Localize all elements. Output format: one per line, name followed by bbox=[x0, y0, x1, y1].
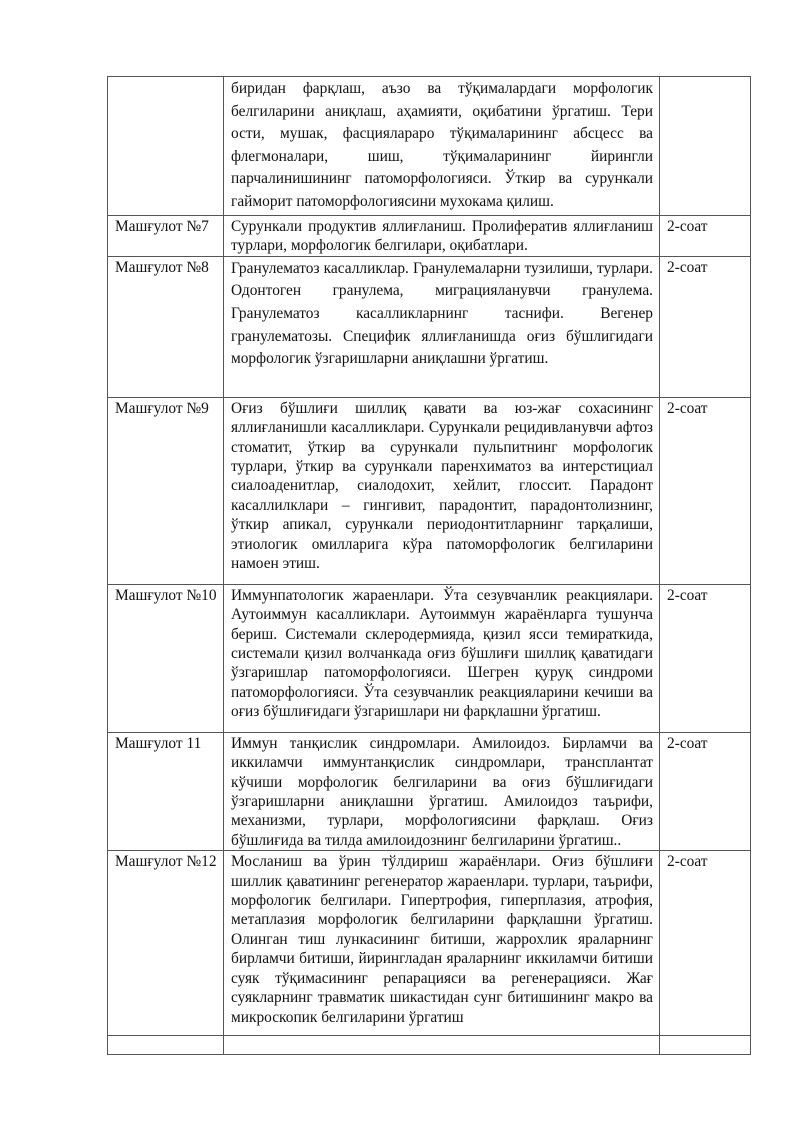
table-row bbox=[108, 216, 751, 257]
content-cell: Гранулематоз касалликлар. Гранулемаларни тузилиши, турлари. Одонтоген гранулема, миграцияланувчи гранулема. Гранулематоз касалликларнинг таснифи. Вегенер гранулематозы. Специфик яллиғланишда оғиз бўшлигидаги морфологик ўзгаришларни аниқлашни ўргатиш. bbox=[224, 256, 660, 397]
session-cell: Машғулот 11 bbox=[108, 732, 224, 850]
duration-cell: 2-соат bbox=[660, 216, 751, 257]
session-cell: Машғулот №7 bbox=[108, 216, 224, 257]
duration-cell: 2-соат bbox=[660, 584, 751, 732]
session-cell bbox=[108, 1036, 224, 1055]
table-row bbox=[108, 1036, 751, 1055]
table-row bbox=[108, 584, 751, 732]
session-cell: Машғулот №12 bbox=[108, 851, 224, 1036]
duration-cell bbox=[660, 1036, 751, 1055]
table-row bbox=[108, 397, 751, 584]
duration-cell: 2-соат bbox=[660, 397, 751, 584]
content-cell: Мосланиш ва ўрин тўлдириш жараёнлари. Оғиз бўшлиғи шиллик қаватининг регенератор жараенлари. турлари, таърифи, морфологик белгилари. Гипертрофия, гиперплазия, атрофия, метаплазия морфологик белгиларини фарқлашни ўргатиш. Олинган тиш лункасининг битиши, жаррохлик яраларнинг бирламчи битиши, йирингладан яраларнинг иккиламчи битиши суяк тўқимасининг репарацияси ва регенерацияси. Жағ суякларнинг травматик шикастидан сунг битишининг макро ва микроскопик белгиларини ўргатиш bbox=[224, 851, 660, 1036]
content-cell: Иммунпатологик жараенлари. Ўта сезувчанлик реакциялари. Аутоиммун касалликлари. Аутоиммун жараёнларга тушунча бериш. Системали склеродермияда, қизил ясси темираткида, системали қизил волчанкада оғиз бўшлиғи шиллиқ қаватидаги ўзгаришлар патоморфологияси. Шегрен қуруқ синдроми патоморфологияси. Ўта сезувчанлик реакцияларини кечиши ва оғиз бўшлиғидаги ўзгаришлари ни фарқлашни ўргатиш. bbox=[224, 584, 660, 732]
table-row bbox=[108, 732, 751, 850]
content-cell: Иммун танқислик синдромлари. Амилоидоз. Бирламчи ва иккиламчи иммунтанқислик синдромлари, трансплантат кўчиши морфологик белгиларини ва оғиз бўшлиғидаги ўзгаришларни аниқлашни ўргатиш. Амилоидоз таърифи, механизми, турлари, морфологиясини фарқлаш. Оғиз бўшлиғида ва тилда амилоидознинг белгиларини ўргатиш.. bbox=[224, 732, 660, 850]
session-cell: Машғулот №10 bbox=[108, 584, 224, 732]
duration-cell bbox=[660, 77, 751, 216]
table-row bbox=[108, 256, 751, 397]
table-row bbox=[108, 77, 751, 216]
session-cell bbox=[108, 77, 224, 216]
syllabus-table bbox=[107, 76, 751, 1055]
content-cell bbox=[224, 1036, 660, 1055]
session-cell: Машғулот №8 bbox=[108, 256, 224, 397]
duration-cell: 2-соат bbox=[660, 732, 751, 850]
table-row bbox=[108, 851, 751, 1036]
duration-cell: 2-соат bbox=[660, 256, 751, 397]
content-cell: биридан фарқлаш, аъзо ва тўқималардаги морфологик белгиларини аниқлаш, аҳамияти, оқибатини ўргатиш. Тери ости, мушак, фасциялараро тўқималарининг абсцесс ва флегмоналари, шиш, тўқималарининг йирингли парчалинишининг патоморфологияси. Ўткир ва сурункали гайморит патоморфологиясини мухокама қилиш. bbox=[224, 77, 660, 216]
content-cell: Сурункали продуктив яллиғланиш. Пролифератив яллиғланиш турлари, морфологик белгилари, оқибатлари. bbox=[224, 216, 660, 257]
session-cell: Машғулот №9 bbox=[108, 397, 224, 584]
content-cell: Оғиз бўшлиғи шиллиқ қавати ва юз-жағ сохасининг яллиғланишли касалликлари. Сурункали рецидивланувчи афтоз стоматит, ўткир ва сурункали пульпитнинг морфологик турлари, ўткир ва сурункали паренхиматоз ва интерстициал сиалоаденитлар, сиалодохит, хейлит, глоссит. Парадонт касаллилклари – гингивит, парадонтит, парадонтолизнинг, ўткир апикал, сурункали периодонтитларнинг тарқалиши, этиологик омилларига кўра патоморфологик белгиларини намоен этиш. bbox=[224, 397, 660, 584]
duration-cell: 2-соат bbox=[660, 851, 751, 1036]
